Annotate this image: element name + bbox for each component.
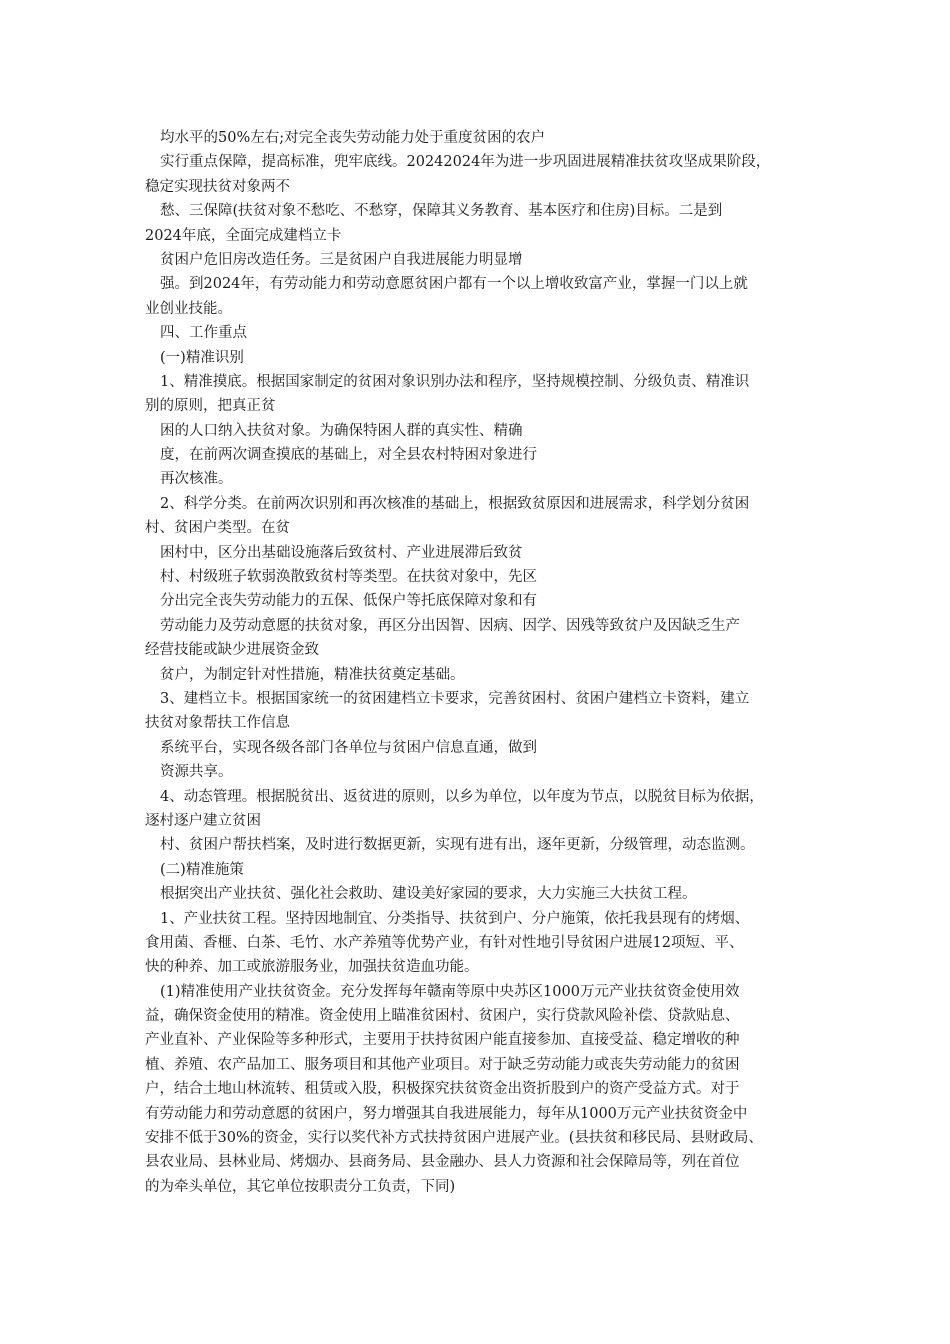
text-line: 村、村级班子软弱涣散致贫村等类型。在扶贫对象中，先区 bbox=[160, 569, 537, 586]
text-line: 业创业技能。 bbox=[145, 300, 232, 317]
text-line: 贫户，为制定针对性措施，精准扶贫奠定基础。 bbox=[160, 666, 465, 683]
text-line: 2024年底，全面完成建档立卡 bbox=[145, 227, 342, 244]
text-line: 村、贫困户类型。在贫 bbox=[145, 520, 290, 537]
text-line: 村、贫困户帮扶档案，及时进行数据更新，实现有进有出，逐年更新，分级管理，动态监测。 bbox=[160, 837, 755, 854]
text-line: 4、动态管理。根据脱贫出、返贫进的原则，以乡为单位，以年度为节点，以脱贫目标为依据， bbox=[160, 788, 764, 805]
text-line: 安排不低于30%的资金，实行以奖代补方式扶持贫困户进展产业。(县扶贫和移民局、县财政局、 bbox=[145, 1130, 763, 1147]
text-line: 根据突出产业扶贫、强化社会救助、建设美好家园的要求，大力实施三大扶贫工程。 bbox=[160, 886, 697, 903]
text-line: 四、工作重点 bbox=[160, 325, 247, 342]
text-line: 劳动能力及劳动意愿的扶贫对象，再区分出因智、因病、因学、因残等致贫户及因缺乏生产 bbox=[160, 617, 740, 634]
text-line: (一)精准识别 bbox=[160, 349, 244, 366]
text-line: 益，确保资金使用的精准。资金使用上瞄准贫困村、贫困户，实行贷款风险补偿、贷款贴息、 bbox=[145, 1008, 740, 1025]
text-line: 困村中，区分出基础设施落后致贫村、产业进展滞后致贫 bbox=[160, 544, 523, 561]
text-line: 有劳动能力和劳动意愿的贫困户，努力增强其自我进展能力，每年从1000万元产业扶贫资金中 bbox=[145, 1105, 748, 1122]
document-body bbox=[145, 126, 815, 1199]
text-line: 系统平台，实现各级各部门各单位与贫困户信息直通，做到 bbox=[160, 739, 537, 756]
text-line: 别的原则，把真正贫 bbox=[145, 398, 276, 415]
text-line: 2、科学分类。在前两次识别和再次核准的基础上，根据致贫原因和进展需求，科学划分贫困 bbox=[160, 495, 750, 512]
text-line: (1)精准使用产业扶贫资金。充分发挥每年赣南等原中央苏区1000万元产业扶贫资金使用效 bbox=[160, 983, 740, 1000]
text-line: 产业直补、产业保险等多种形式，主要用于扶持贫困户能直接参加、直接受益、稳定增收的种 bbox=[145, 1032, 740, 1049]
text-line: 3、建档立卡。根据国家统一的贫困建档立卡要求，完善贫困村、贫困户建档立卡资料，建立 bbox=[160, 690, 750, 707]
text-line: 1、产业扶贫工程。坚持因地制宜、分类指导、扶贫到户、分户施策，依托我县现有的烤烟、 bbox=[160, 910, 750, 927]
text-line: 户，结合土地山林流转、租赁或入股，积极探究扶贫资金出资折股到户的资产受益方式。对于 bbox=[145, 1081, 740, 1098]
text-line: 食用菌、香榧、白茶、毛竹、水产养殖等优势产业，有针对性地引导贫困户进展12项短、平、 bbox=[145, 934, 744, 951]
text-line: (二)精准施策 bbox=[160, 861, 244, 878]
text-line: 县农业局、县林业局、烤烟办、县商务局、县金融办、县人力资源和社会保障局等，列在首位 bbox=[145, 1154, 740, 1171]
text-line: 资源共享。 bbox=[160, 764, 233, 781]
text-line: 逐村逐户建立贫困 bbox=[145, 812, 261, 829]
text-line: 实行重点保障，提高标准，兜牢底线。20242024年为进一步巩固进展精准扶贫攻坚成果阶段， bbox=[160, 154, 771, 171]
text-line: 植、养殖、农产品加工、服务项目和其他产业项目。对于缺乏劳动能力或丧失劳动能力的贫困 bbox=[145, 1056, 740, 1073]
text-line: 再次核准。 bbox=[160, 471, 233, 488]
text-line: 困的人口纳入扶贫对象。为确保特困人群的真实性、精确 bbox=[160, 422, 523, 439]
text-line: 稳定实现扶贫对象两不 bbox=[145, 178, 290, 195]
text-line: 强。到2024年，有劳动能力和劳动意愿贫困户都有一个以上增收致富产业，掌握一门以上就 bbox=[160, 276, 748, 293]
text-line: 贫困户危旧房改造任务。三是贫困户自我进展能力明显增 bbox=[160, 251, 523, 268]
text-line: 1、精准摸底。根据国家制定的贫困对象识别办法和程序，坚持规模控制、分级负责、精准识 bbox=[160, 373, 750, 390]
text-line: 经营技能或缺少进展资金致 bbox=[145, 642, 319, 659]
text-line: 扶贫对象帮扶工作信息 bbox=[145, 715, 290, 732]
text-line: 快的种养、加工或旅游服务业，加强扶贫造血功能。 bbox=[145, 959, 479, 976]
text-line: 度，在前两次调查摸底的基础上，对全县农村特困对象进行 bbox=[160, 447, 537, 464]
text-line: 愁、三保障(扶贫对象不愁吃、不愁穿，保障其义务教育、基本医疗和住房)目标。二是到 bbox=[160, 203, 723, 220]
text-line: 的为牵头单位，其它单位按职责分工负责，下同) bbox=[145, 1178, 456, 1195]
text-line: 分出完全丧失劳动能力的五保、低保户等托底保障对象和有 bbox=[160, 593, 537, 610]
text-line: 均水平的50%左右;对完全丧失劳动能力处于重度贫困的农户 bbox=[160, 130, 546, 146]
